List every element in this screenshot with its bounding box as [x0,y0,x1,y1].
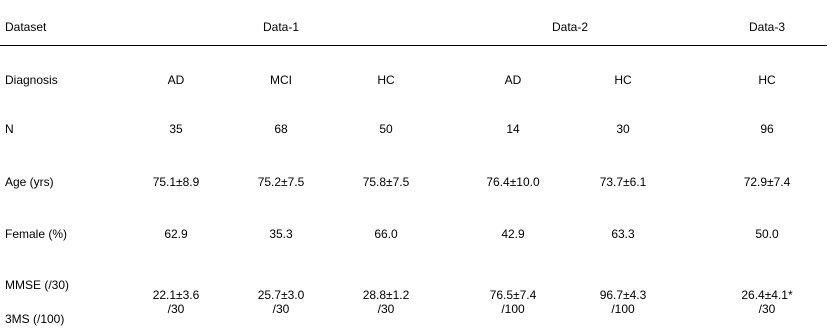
cell-scale: /100 [501,302,525,316]
table-cell: 75.2±7.5 [257,175,305,189]
table-cell: 62.9 [164,227,188,241]
cell-scale: /30 [272,302,290,316]
table-cell: 73.7±6.1 [599,175,647,189]
row-label-diagnosis: Diagnosis [5,73,58,87]
table-cell [363,288,410,316]
table-cell: 35.3 [269,227,293,241]
table-cell: AD [504,73,522,87]
table-cell: 96 [760,122,774,136]
table-cell: 76.4±10.0 [486,175,540,189]
table-cell: HC [614,73,632,87]
header-divider [0,45,827,46]
table-cell: 72.9±7.4 [743,175,791,189]
cell-score: 28.8±1.2 [362,288,410,302]
cell-score: 76.5±7.4 [489,288,537,302]
row-label-age: Age (yrs) [5,175,54,189]
table-cell: HC [758,73,776,87]
table-cell [490,288,537,316]
table-cell: 63.3 [611,227,635,241]
table-cell: 35 [169,122,183,136]
row-label-mmse: MMSE (/30) [5,278,70,292]
table-cell: 14 [506,122,520,136]
header-group-data-1: Data-1 [262,20,300,34]
table-cell: HC [377,73,395,87]
table-cell [600,288,647,316]
table-cell [153,288,200,316]
header-dataset-label: Dataset [5,20,47,34]
table-cell: 50 [379,122,393,136]
table-cell: 68 [274,122,288,136]
row-label-3ms: 3MS (/100) [5,312,65,326]
table-cell: AD [167,73,185,87]
header-group-data-3: Data-3 [748,20,786,34]
header-group-data-2: Data-2 [551,20,589,34]
cell-scale: /30 [758,302,776,316]
cell-scale: /30 [377,302,395,316]
table-cell: 75.8±7.5 [362,175,410,189]
table-cell [741,288,792,316]
table-cell: MCI [270,73,292,87]
table-cell: 42.9 [501,227,525,241]
cell-score: 25.7±3.0 [257,288,305,302]
cell-score: 26.4±4.1* [741,288,793,302]
table-cell: 75.1±8.9 [152,175,200,189]
cell-score: 96.7±4.3 [599,288,647,302]
cell-scale: /100 [611,302,635,316]
cell-scale: /30 [167,302,185,316]
row-label-female: Female (%) [5,227,68,241]
cell-score: 22.1±3.6 [152,288,200,302]
table-cell: 66.0 [374,227,398,241]
table-cell: 30 [616,122,630,136]
row-label-n: N [5,122,14,136]
table-cell [258,288,305,316]
table-cell: 50.0 [755,227,779,241]
